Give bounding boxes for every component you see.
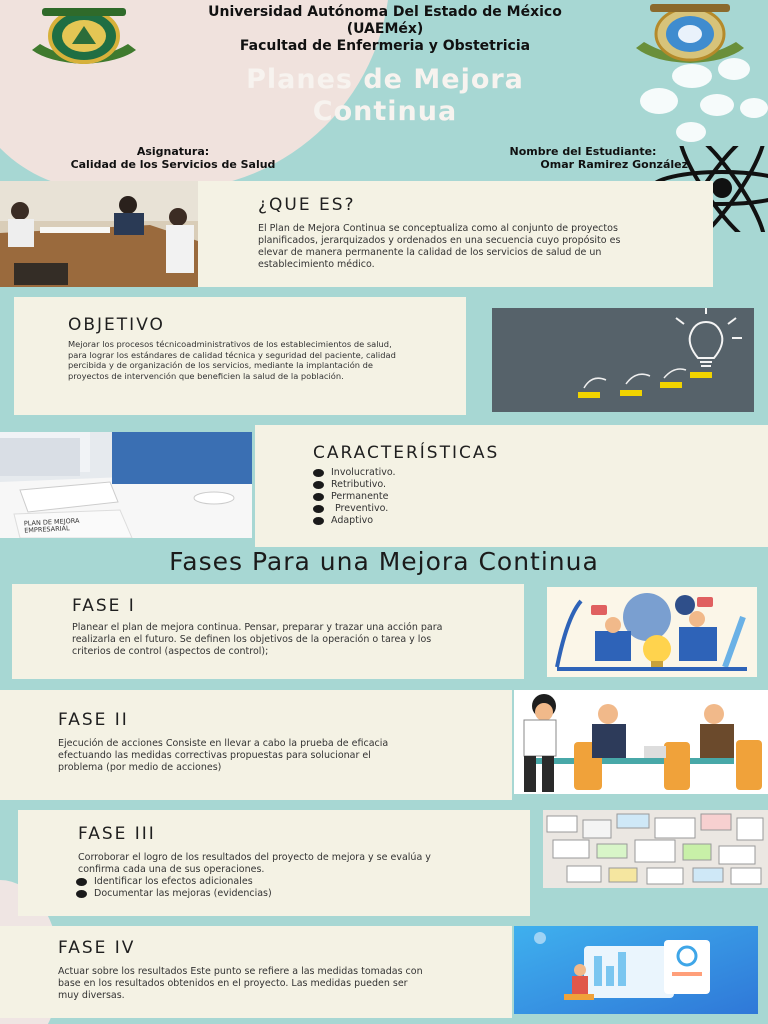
subject-block	[38, 145, 308, 171]
header-block	[150, 4, 620, 55]
list-item: Documentar las mejoras (evidencias)	[76, 888, 530, 900]
university-acronym: (UAEMéx)	[346, 21, 424, 37]
fase-3-text: Corroborar el logro de los resultados del proyecto de mejora y se evalúa y confirma cada una de sus operaciones.	[78, 852, 431, 875]
student-label: Nombre del Estudiante:	[509, 145, 657, 158]
student-value: Omar Ramirez González	[540, 158, 688, 171]
caracteristicas-heading: CARACTERÍSTICAS	[313, 443, 500, 463]
fase-1-heading: FASE I	[72, 596, 136, 616]
university-name: Universidad Autónoma Del Estado de México	[208, 4, 562, 20]
objetivo-text: Mejorar los procesos técnicoadministrativos de los establecimientos de salud, para lograr los estándares de calidad técnica y seguridad del paciente, calidad percibida y de organización de los servicios, mediante la implantación de proyectos de intervención que beneficien la salud de la población.	[68, 339, 396, 381]
caracteristicas-card	[255, 425, 768, 547]
fases-title: Fases Para una Mejora Continua	[169, 547, 599, 576]
fase-3-card	[18, 810, 530, 916]
title-line-1: Planes de Mejora	[246, 64, 524, 95]
page-title	[150, 64, 620, 128]
fase-2-text: Ejecución de acciones Consiste en llevar a cabo la prueba de eficacia efectuando las medidas correctivas propuestas para solucionar el problema (por medio de acciones)	[58, 738, 389, 773]
fase-4-heading: FASE IV	[58, 938, 136, 958]
title-line-2: Continua	[312, 96, 458, 127]
fase-1-text: Planear el plan de mejora continua. Pensar, preparar y trazar una acción para realizarla en el futuro. Se definen los objetivos de la operación o tarea y los criterios de control (aspectos de control);	[72, 622, 443, 657]
fase-2-heading: FASE II	[58, 710, 129, 730]
list-item: Adaptivo	[313, 515, 768, 527]
que-es-text: El Plan de Mejora Continua se conceptualiza como al conjunto de proyectos planificados, jerarquizados y ordenados en una secuencia cuyo propósito es elevar de manera permanente la calidad de los servicios de salud de un establecimiento médico.	[258, 223, 621, 270]
fase-4-card	[0, 926, 512, 1018]
uaemex-seal-logo	[28, 4, 140, 68]
fase-2-card	[0, 690, 512, 800]
list-item: Preventivo.	[313, 503, 768, 515]
list-item: Retributivo.	[313, 479, 768, 491]
list-item: Permanente	[313, 491, 768, 503]
objetivo-card	[14, 297, 466, 415]
decorative-spot	[740, 98, 768, 118]
decorative-spot	[640, 88, 678, 114]
fase-3-list	[76, 876, 530, 900]
subject-value: Calidad de los Servicios de Salud	[70, 158, 276, 171]
fase-3-heading: FASE III	[78, 824, 156, 844]
plan-mejora-caption: PLAN DE MEJORA EMPRESARIAL	[23, 516, 80, 535]
decorative-spot	[676, 122, 706, 142]
subject-label: Asignatura:	[136, 145, 210, 158]
sticky-notes-board-image	[543, 810, 768, 888]
planning-illustration	[547, 587, 757, 677]
que-es-card	[198, 181, 713, 287]
data-analysis-illustration	[514, 926, 758, 1014]
business-plan-photo	[0, 432, 252, 538]
caracteristicas-list	[313, 467, 768, 527]
list-item: Involucrativo.	[313, 467, 768, 479]
list-item: Identificar los efectos adicionales	[76, 876, 530, 888]
fase-4-text: Actuar sobre los resultados Este punto se refiere a las medidas tomadas con base en los resultados obtenidos en el proyecto. Las medidas pueden ser muy diversas.	[58, 966, 423, 1001]
team-meeting-illustration	[514, 690, 768, 794]
faculty-name: Facultad de Enfermeria y Obstetricia	[239, 38, 531, 54]
decorative-spot	[672, 64, 712, 88]
chalkboard-lightbulb-image	[492, 308, 754, 412]
decorative-spot	[700, 94, 734, 116]
fase-1-card	[12, 584, 524, 679]
objetivo-heading: OBJETIVO	[68, 315, 165, 335]
faculty-seal-logo	[630, 0, 750, 66]
que-es-heading: ¿QUE ES?	[258, 195, 356, 215]
meeting-photo	[0, 181, 198, 287]
